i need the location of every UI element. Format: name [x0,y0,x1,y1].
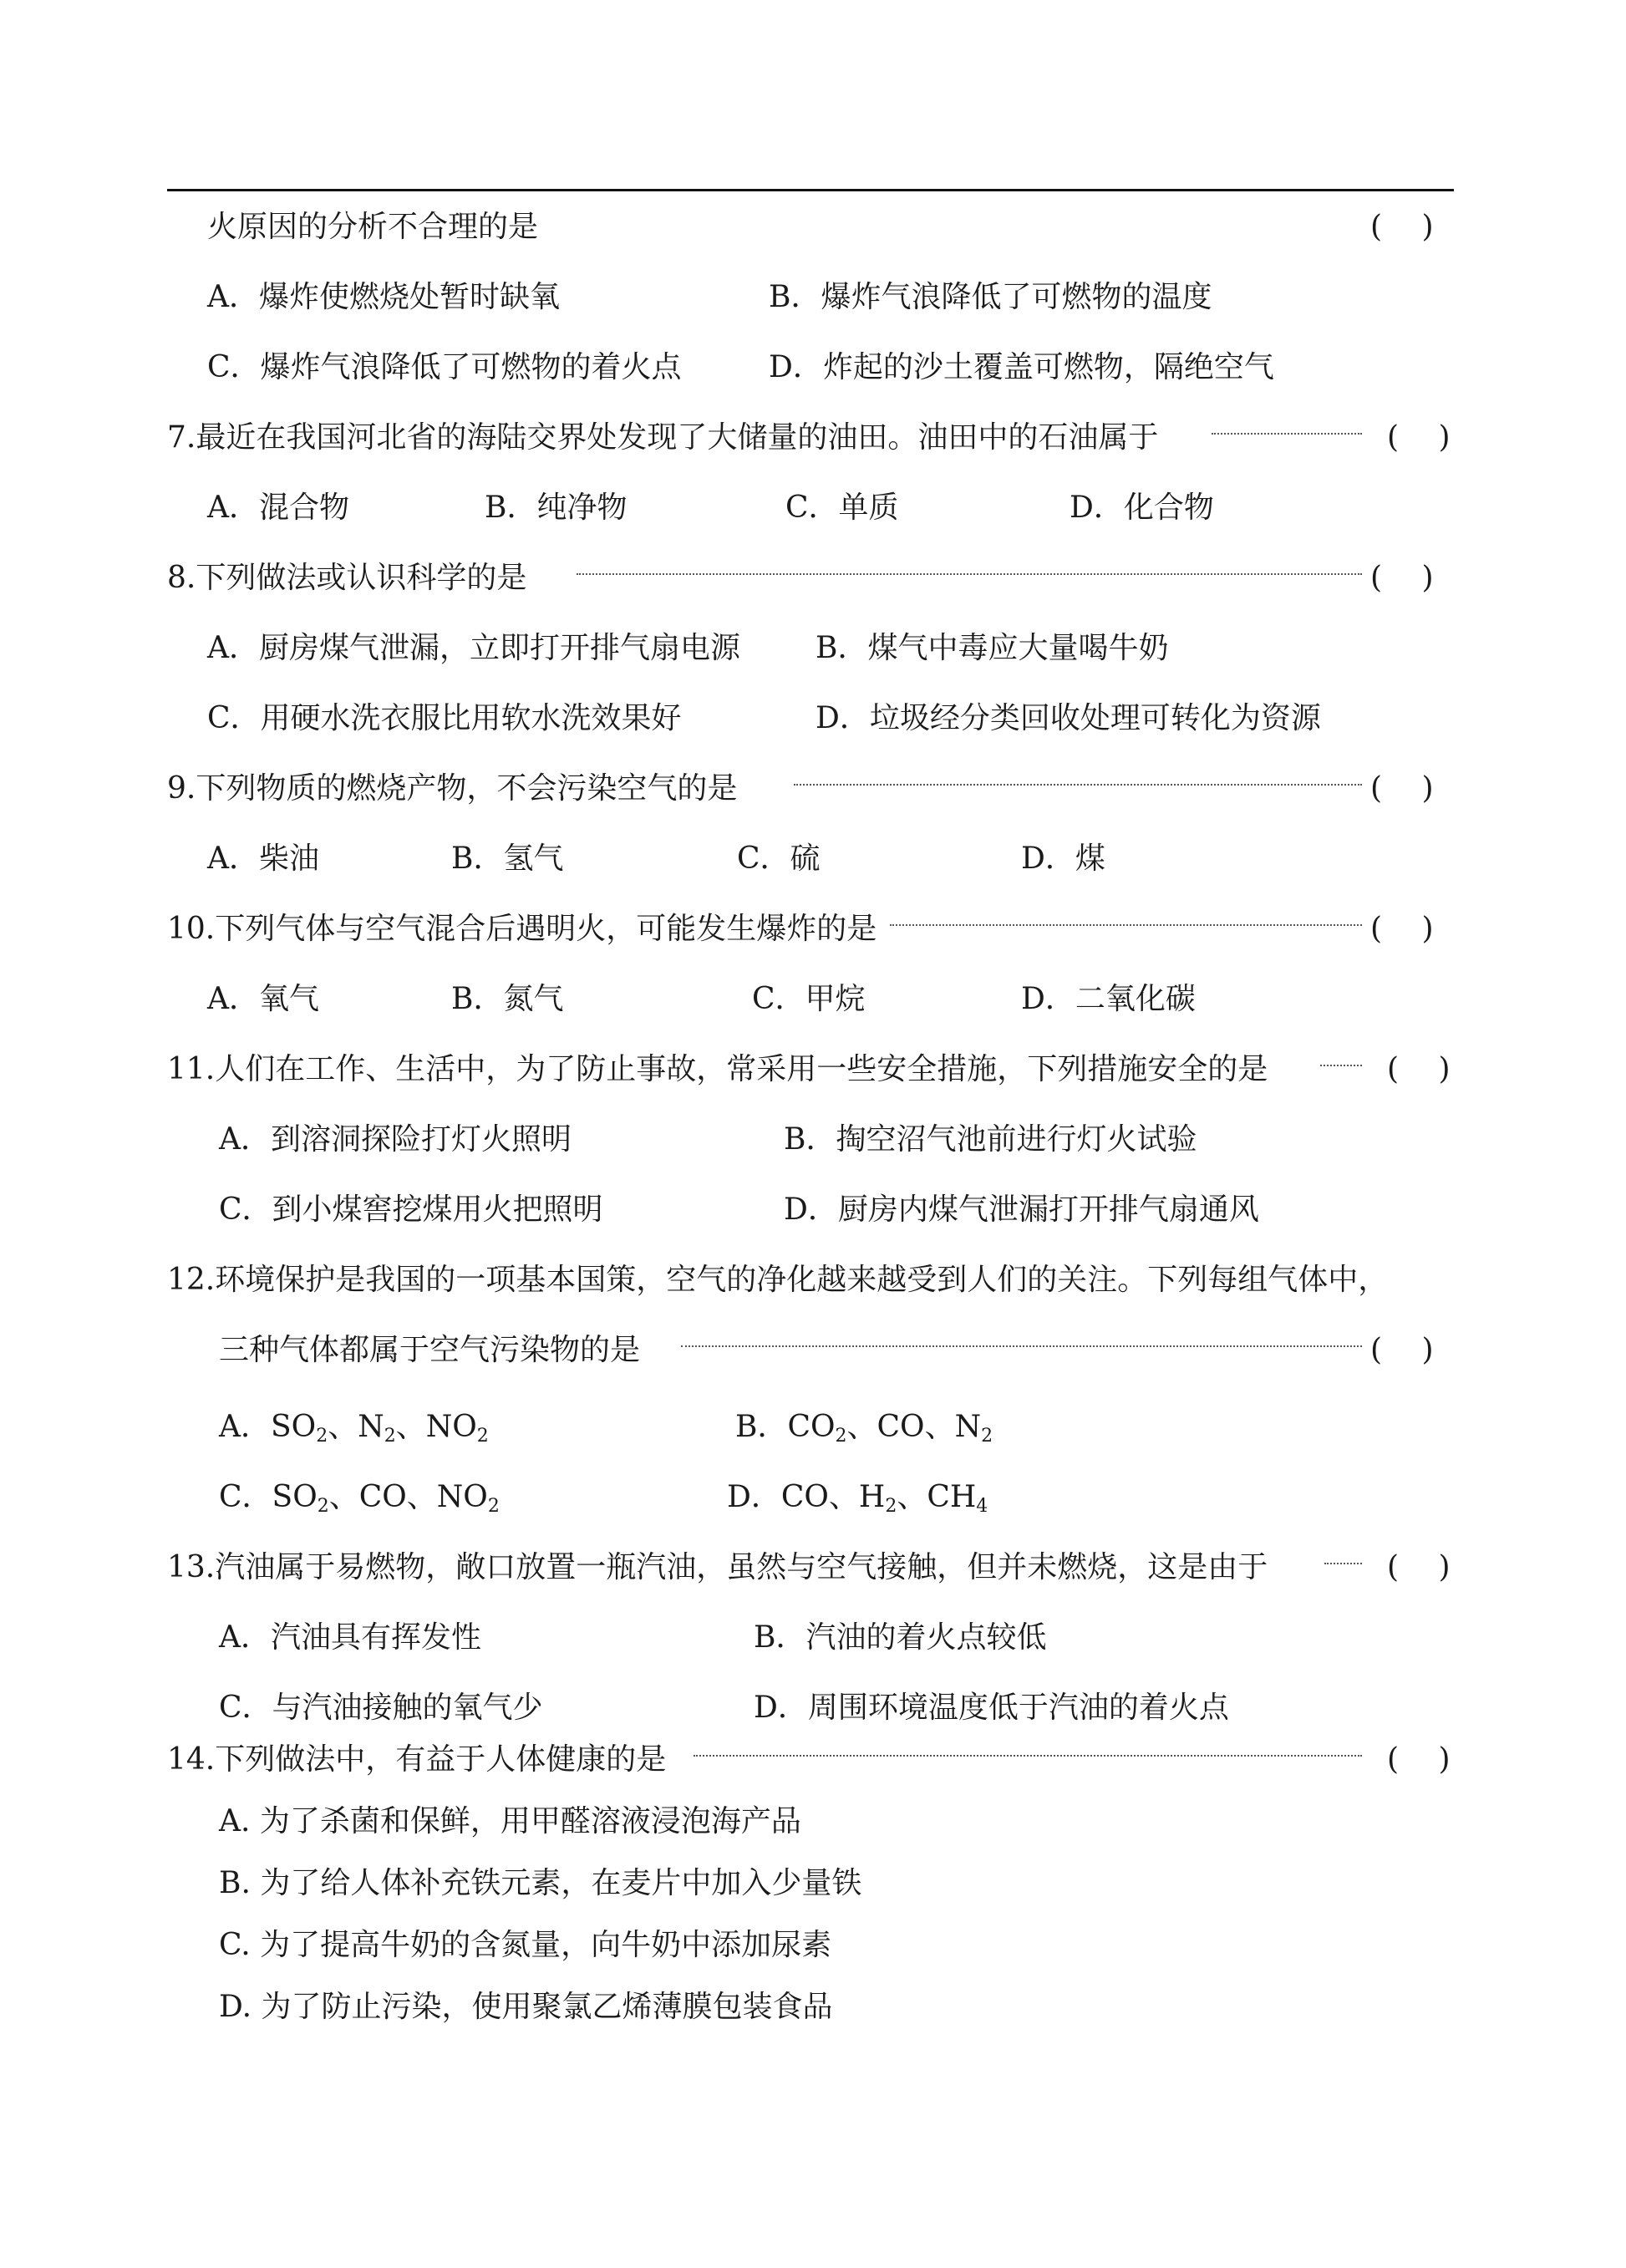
header-rule [167,189,1454,191]
q10-option-c: C．甲烷 [752,982,866,1016]
q10-option-b: B．氮气 [451,982,564,1016]
q6-option-d: D．炸起的沙土覆盖可燃物，隔绝空气 [769,350,1274,384]
q6-answer-paren: ( ) [1370,210,1434,244]
q11-option-d: D．厨房内煤气泄漏打开排气扇通风 [784,1192,1259,1227]
q8-option-d: D．垃圾经分类回收处理可转化为资源 [816,701,1321,735]
q14-answer-paren: ( ) [1387,1742,1451,1777]
q10-leader-dots [890,924,1362,926]
q13-answer-paren: ( ) [1387,1550,1451,1584]
q13-option-d: D．周围环境温度低于汽油的着火点 [754,1691,1229,1725]
q8-answer-paren: ( ) [1370,561,1434,595]
q13-option-b: B．汽油的着火点较低 [754,1620,1047,1655]
q8-stem: 8.下列做法或认识科学的是 [167,561,527,595]
q6-option-c: C．爆炸气浪降低了可燃物的着火点 [207,350,682,384]
q14-option-a: A. 为了杀菌和保鲜，用甲醛溶液浸泡海产品 [219,1804,801,1838]
q9-option-c: C．硫 [737,842,821,876]
q10-option-d: D．二氧化碳 [1021,982,1196,1016]
q12-option-b: B．$CO_2$、CO、$N_2$ [735,1410,993,1447]
q14-option-c: C. 为了提高牛奶的含氮量，向牛奶中添加尿素 [219,1928,832,1962]
q10-answer-paren: ( ) [1370,912,1434,946]
q10-stem: 10.下列气体与空气混合后遇明火，可能发生爆炸的是 [167,912,877,946]
q8-option-c: C．用硬水洗衣服比用软水洗效果好 [207,701,682,735]
q14-option-d: D. 为了防止污染，使用聚氯乙烯薄膜包装食品 [219,1990,833,2024]
q12-answer-paren: ( ) [1370,1333,1434,1367]
q8-leader-dots [577,573,1362,575]
q7-answer-paren: ( ) [1387,420,1451,455]
q7-leader-dots [1212,433,1362,435]
q7-option-c: C．单质 [785,491,899,525]
q11-option-b: B．掏空沼气池前进行灯火试验 [784,1122,1197,1157]
q7-option-b: B．纯净物 [485,491,628,525]
q8-option-b: B．煤气中毒应大量喝牛奶 [816,631,1169,665]
q12-option-d: D．CO、$H_2$、$CH_4$ [727,1480,988,1517]
q6-stem: 火原因的分析不合理的是 [207,210,539,244]
q9-option-d: D．煤 [1021,842,1105,876]
q13-stem: 13.汽油属于易燃物，敞口放置一瓶汽油，虽然与空气接触，但并未燃烧，这是由于 [167,1550,1268,1584]
q6-option-b: B．爆炸气浪降低了可燃物的温度 [769,280,1212,314]
q14-stem: 14.下列做法中，有益于人体健康的是 [167,1742,667,1777]
q9-stem: 9.下列物质的燃烧产物，不会污染空气的是 [167,771,738,806]
q12-option-c: C．$SO_2$、CO、$NO_2$ [219,1480,500,1517]
q14-leader-dots [694,1755,1362,1757]
q12-stem: 12.环境保护是我国的一项基本国策，空气的净化越来越受到人们的关注。下列每组气体中， [167,1263,1389,1297]
q12-leader-dots [681,1345,1362,1347]
q8-option-a: A．厨房煤气泄漏，立即打开排气扇电源 [207,631,740,665]
q9-option-a: A．柴油 [207,842,319,876]
q11-option-c: C．到小煤窖挖煤用火把照明 [219,1192,603,1227]
q9-option-b: B．氢气 [451,842,564,876]
q12-option-a: A．$SO_2$、$N_2$、$NO_2$ [219,1410,489,1447]
q14-option-b: B. 为了给人体补充铁元素，在麦片中加入少量铁 [219,1866,862,1900]
q7-stem: 7.最近在我国河北省的海陆交界处发现了大储量的油田。油田中的石油属于 [167,420,1159,455]
q9-leader-dots [794,784,1362,786]
q9-answer-paren: ( ) [1370,771,1434,806]
q11-stem: 11.人们在工作、生活中，为了防止事故，常采用一些安全措施，下列措施安全的是 [167,1052,1268,1086]
q13-option-c: C．与汽油接触的氧气少 [219,1691,543,1725]
q12-stem-cont: 三种气体都属于空气污染物的是 [219,1333,641,1367]
q11-option-a: A．到溶洞探险打灯火照明 [219,1122,572,1157]
q13-leader-dots [1324,1563,1362,1564]
q7-option-d: D．化合物 [1070,491,1214,525]
q11-leader-dots [1320,1065,1362,1066]
q6-option-a: A．爆炸使燃烧处暂时缺氧 [207,280,560,314]
q11-answer-paren: ( ) [1387,1052,1451,1086]
q10-option-a: A．氧气 [207,982,319,1016]
q7-option-a: A．混合物 [207,491,349,525]
q13-option-a: A．汽油具有挥发性 [219,1620,481,1655]
